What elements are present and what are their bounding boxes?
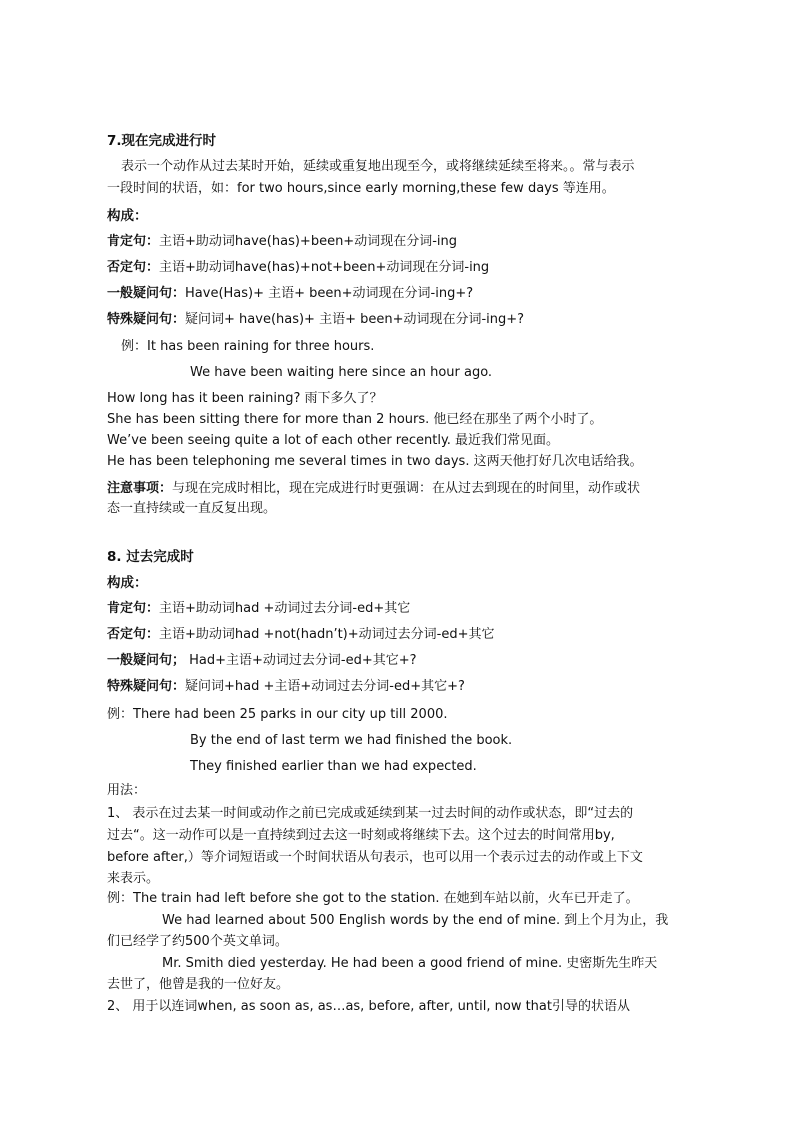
special-question-formula: 疑问词+ have(has)+ 主语+ been+动词现在分词-ing+? (185, 312, 525, 327)
affirmative-formula: 主语+助动词had +动词过去分词-ed+其它 (159, 601, 411, 616)
general-question-formula: Had+主语+动词过去分词-ed+其它+? (185, 653, 417, 668)
usage-1-line1: 1、 表示在过去某一时间或动作之前已完成或延续到某一过去时间的动作或状态，即“过去的 (107, 806, 634, 821)
section-7-special-question (107, 311, 524, 329)
section-7-affirmative (107, 233, 457, 251)
section-7-note-line2: 态一直持续或一直反复出现。 (107, 501, 277, 516)
section-7-intro-line1: 表示一个动作从过去某时开始，延续或重复地出现至今，或将继续延续至将来。。常与表示 (121, 159, 635, 174)
section-8-affirmative (107, 600, 410, 618)
usage-1-example-3b: 去世了，他曾是我的一位好友。 (107, 977, 290, 992)
affirmative-label: 肯定句： (107, 601, 160, 616)
note-label: 注意事项： (107, 481, 173, 496)
section-7-general-question (107, 285, 473, 303)
usage-1-example-3a: Mr. Smith died yesterday. He had been a good friend of mine. 史密斯先生昨天 (162, 956, 658, 971)
usage-1-line4: 来表示。 (107, 871, 160, 886)
section-7-example-5: We’ve been seeing quite a lot of each other recently. 最近我们常见面。 (107, 433, 560, 448)
section-8-example-3: They finished earlier than we had expected. (190, 759, 477, 774)
note-text-line1: 与现在完成时相比，现在完成进行时更强调：在从过去到现在的时间里，动作或状 (172, 481, 641, 496)
general-question-formula: Have(Has)+ 主语+ been+动词现在分词-ing+? (185, 286, 474, 301)
section-7-title: 7.现在完成进行时 (107, 133, 217, 149)
section-8-form-label: 构成： (107, 575, 148, 591)
affirmative-formula: 主语+助动词have(has)+been+动词现在分词-ing (159, 234, 457, 249)
usage-1-example-1: 例：The train had left before she got to the station. 在她到车站以前，火车已开走了。 (107, 891, 639, 906)
section-7-example-1: 例：It has been raining for three hours. (121, 339, 375, 354)
general-question-label: 一般疑问句： (107, 286, 186, 301)
section-8-general-question (107, 652, 417, 670)
negative-label: 否定句： (107, 260, 160, 275)
usage-2-line1: 2、 用于以连词when, as soon as, as…as, before, after, until, now that引导的状语从 (107, 999, 630, 1014)
section-7-note (107, 480, 640, 498)
general-question-label: 一般疑问句； (107, 653, 186, 668)
section-8-special-question (107, 678, 465, 696)
usage-label: 用法： (107, 783, 147, 798)
section-7-negative (107, 259, 489, 277)
negative-formula: 主语+助动词had +not(hadn’t)+动词过去分词-ed+其它 (159, 627, 495, 642)
usage-1-line2: 过去“。这一动作可以是一直持续到过去这一时刻或将继续下去。这个过去的时间常用by, (107, 828, 615, 843)
special-question-label: 特殊疑问句： (107, 312, 186, 327)
usage-1-example-2a: We had learned about 500 English words by the end of mine. 到上个月为止，我 (162, 913, 669, 928)
usage-1-line3: before after,）等介词短语或一个时间状语从句表示，也可以用一个表示过去的动作或上下文 (107, 850, 643, 865)
section-7-intro-line2: 一段时间的状语，如：for two hours,since early morning,these few days 等连用。 (107, 181, 615, 196)
section-7-example-6: He has been telephoning me several times in two days. 这两天他打好几次电话给我。 (107, 454, 643, 469)
section-8-example-1: 例：There had been 25 parks in our city up till 2000. (107, 707, 448, 722)
section-7-form-label: 构成： (107, 208, 148, 224)
negative-formula: 主语+助动词have(has)+not+been+动词现在分词-ing (159, 260, 490, 275)
negative-label: 否定句： (107, 627, 160, 642)
section-8-negative (107, 626, 494, 644)
affirmative-label: 肯定句： (107, 234, 160, 249)
section-7-example-3: How long has it been raining? 雨下多久了？ (107, 391, 383, 406)
special-question-formula: 疑问词+had +主语+动词过去分词-ed+其它+? (185, 679, 465, 694)
section-8-example-2: By the end of last term we had finished the book. (190, 733, 513, 748)
section-8-title: 8. 过去完成时 (107, 549, 194, 565)
section-7-example-2: We have been waiting here since an hour ago. (190, 365, 493, 380)
special-question-label: 特殊疑问句： (107, 679, 186, 694)
usage-1-example-2b: 们已经学了约500个英文单词。 (107, 934, 288, 949)
section-7-example-4: She has been sitting there for more than 2 hours. 他已经在那坐了两个小时了。 (107, 412, 603, 427)
